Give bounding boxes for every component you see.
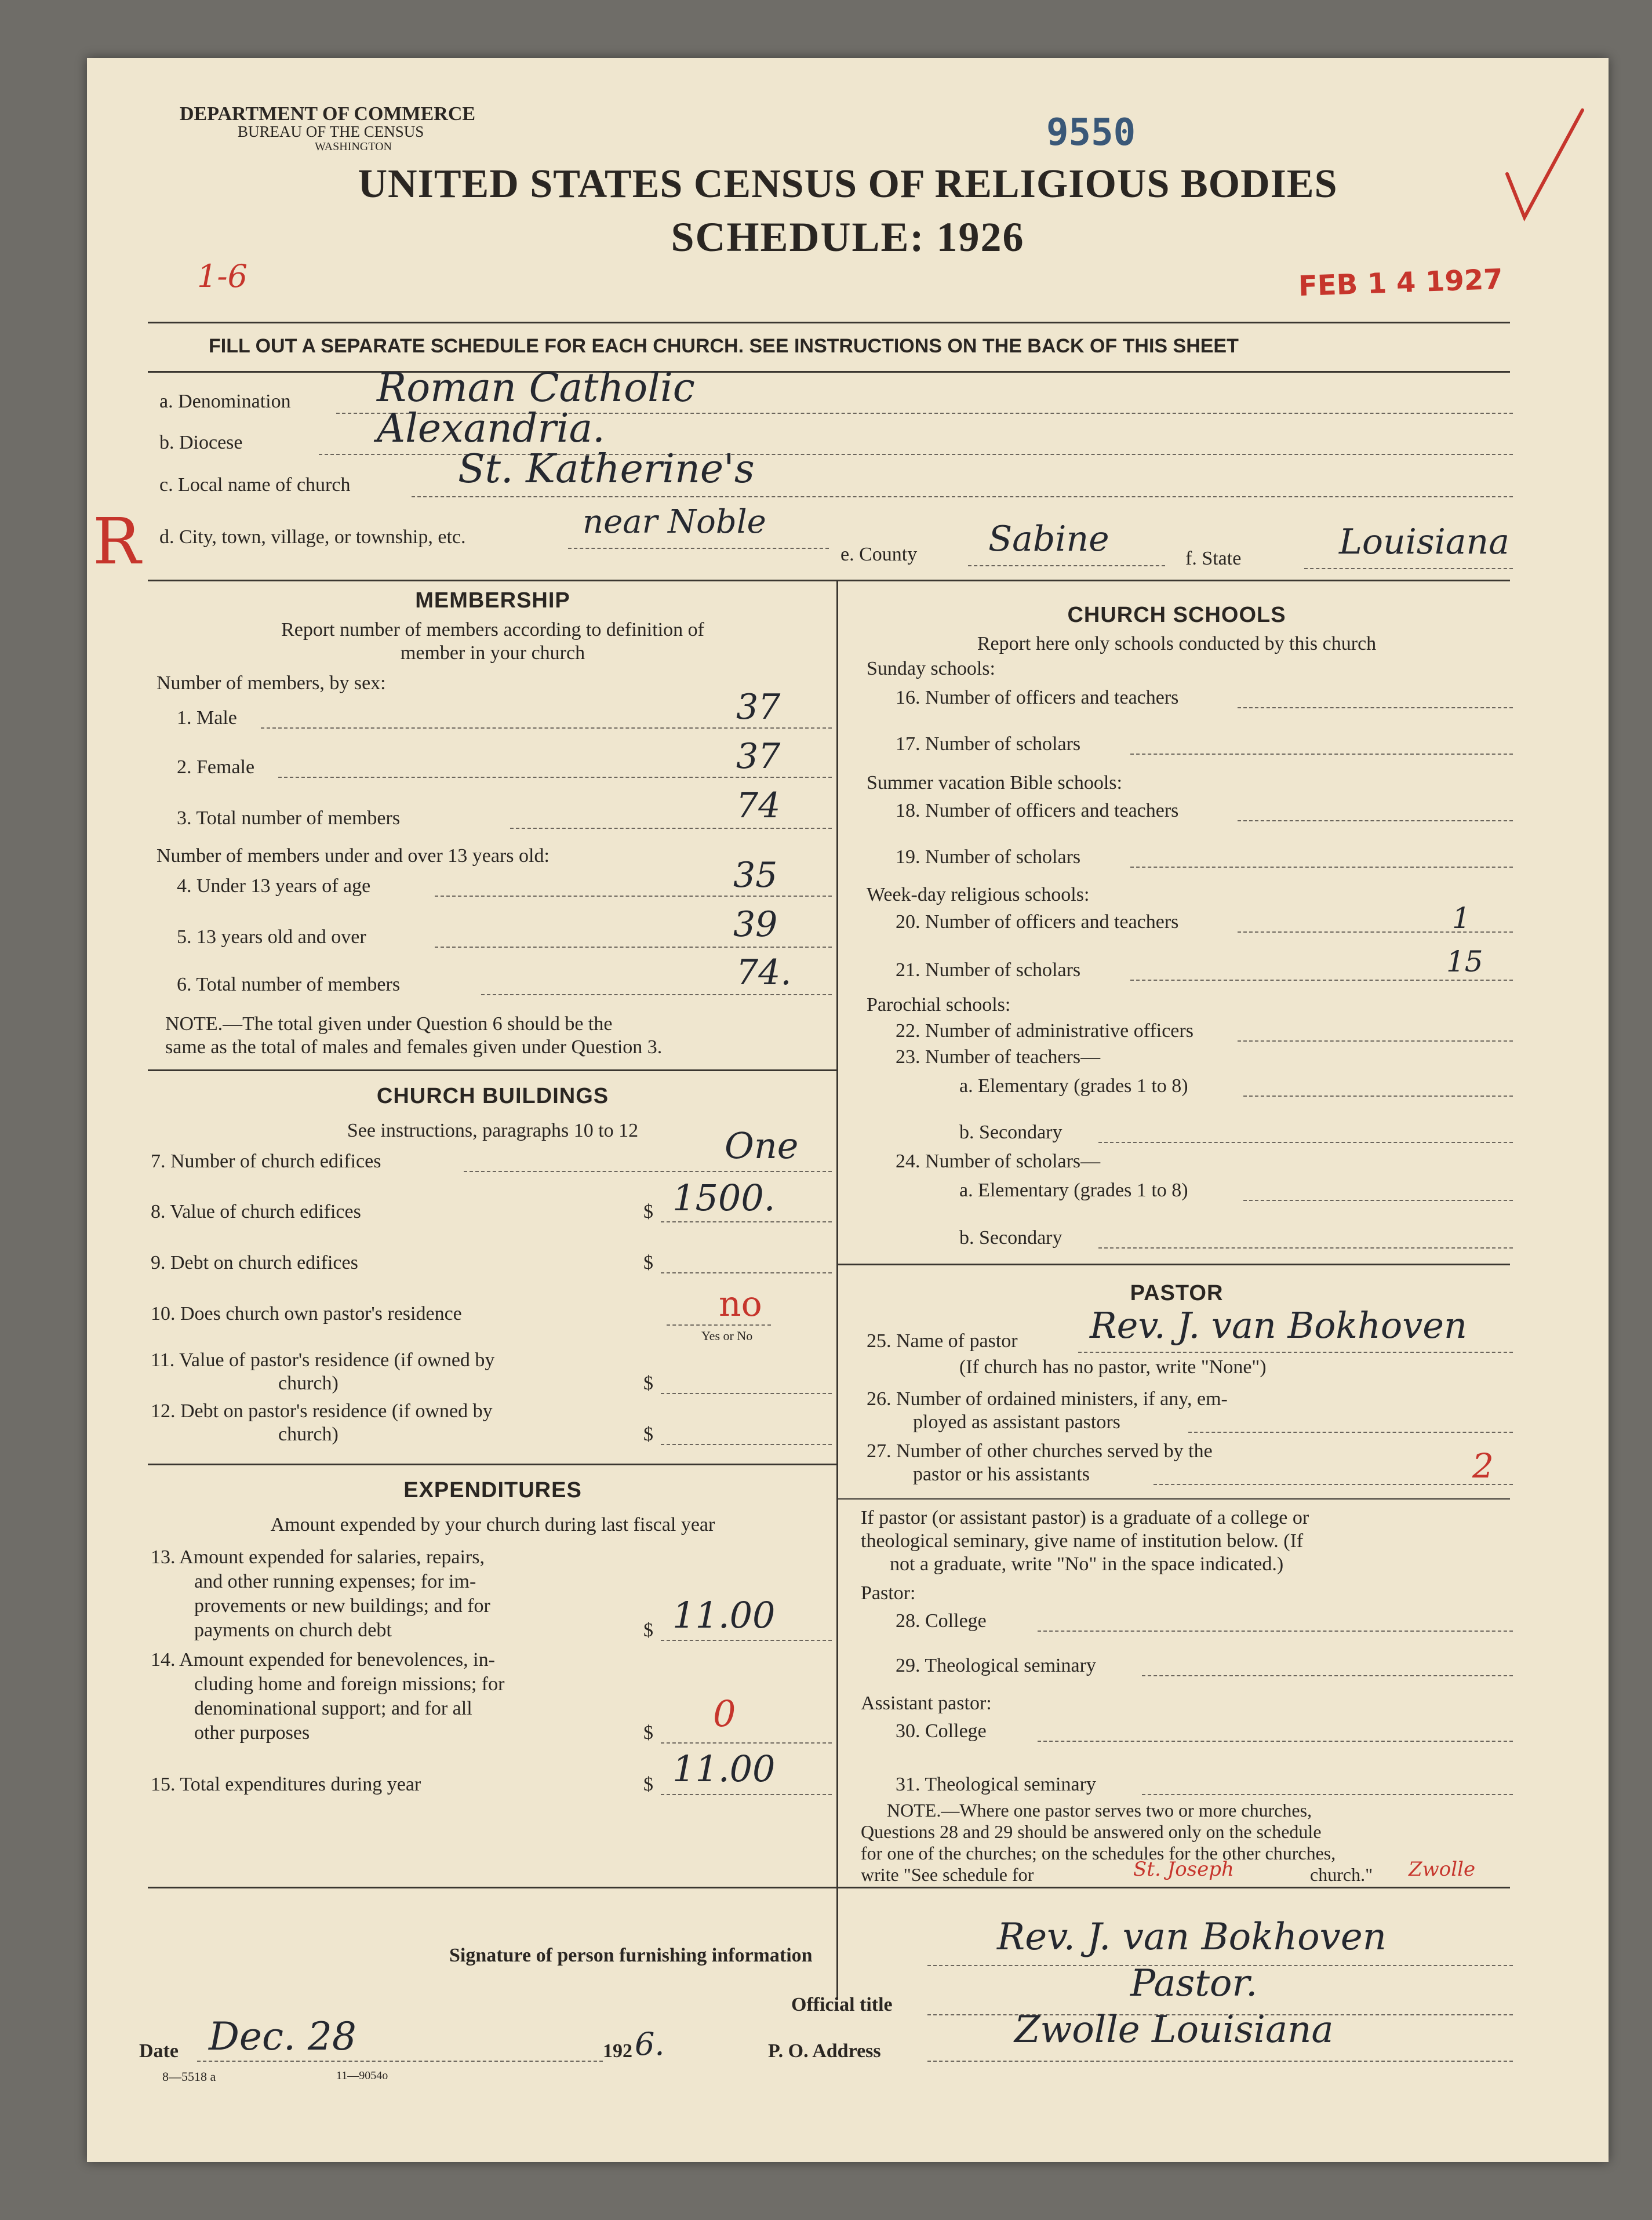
male-label: 1. Male bbox=[177, 707, 237, 729]
graduate-note-1: If pastor (or assistant pastor) is a graduate of a college or bbox=[861, 1507, 1309, 1528]
year-value[interactable]: 6. bbox=[635, 2026, 665, 2062]
corner-mark: 1-6 bbox=[197, 258, 248, 294]
total-members-value[interactable]: 74 bbox=[736, 785, 781, 826]
weekday-officers-value[interactable]: 1 bbox=[1452, 901, 1471, 935]
summer-scholars-line bbox=[1130, 867, 1513, 868]
benevolences-label-4: other purposes bbox=[194, 1722, 310, 1744]
pastor-note-3: for one of the churches; on the schedules for the other churches, bbox=[861, 1843, 1336, 1864]
edifices-line bbox=[464, 1171, 832, 1172]
city-field[interactable]: near Noble bbox=[583, 503, 766, 541]
edifice-value-value[interactable]: 1500. bbox=[672, 1177, 776, 1219]
female-value[interactable]: 37 bbox=[736, 736, 781, 777]
scholars-elementary-label: a. Elementary (grades 1 to 8) bbox=[959, 1180, 1188, 1201]
church-name-label: c. Local name of church bbox=[159, 474, 351, 496]
membership-rule bbox=[148, 1069, 836, 1071]
denomination-label: a. Denomination bbox=[159, 391, 291, 412]
over-13-line bbox=[435, 947, 832, 948]
owns-residence-label: 10. Does church own pastor's residence bbox=[151, 1303, 462, 1324]
running-expenses-line bbox=[661, 1640, 832, 1641]
summer-schools-label: Summer vacation Bible schools: bbox=[867, 772, 1122, 794]
pastor-college-label: 28. College bbox=[896, 1610, 987, 1632]
pastor-name-label: 25. Name of pastor bbox=[867, 1330, 1018, 1352]
residence-debt-label-2: church) bbox=[278, 1424, 339, 1445]
schools-intro: Report here only schools conducted by this church bbox=[977, 633, 1377, 654]
print-number: 11—9054o bbox=[336, 2069, 388, 2082]
total-expenditures-value[interactable]: 11.00 bbox=[672, 1748, 776, 1790]
checkmark-icon bbox=[1501, 99, 1588, 232]
owns-residence-value[interactable]: no bbox=[719, 1284, 762, 1324]
running-expenses-label-3: provements or new buildings; and for bbox=[194, 1595, 490, 1617]
total-expenditures-label: 15. Total expenditures during year bbox=[151, 1774, 421, 1795]
pastor-note-4: write "See schedule for bbox=[861, 1864, 1034, 1885]
total-members-label: 3. Total number of members bbox=[177, 807, 401, 829]
edifice-value-label: 8. Value of church edifices bbox=[151, 1201, 361, 1222]
instruction-bar: FILL OUT A SEPARATE SCHEDULE FOR EACH CHURCH. SEE INSTRUCTIONS ON THE BACK OF THIS SHEET bbox=[209, 335, 1239, 357]
po-address-line bbox=[927, 2061, 1513, 2062]
assistant-college-line bbox=[1038, 1741, 1513, 1742]
pastor-seminary-line bbox=[1142, 1675, 1513, 1676]
membership-heading: MEMBERSHIP bbox=[415, 588, 570, 613]
dollar-sign-8: $ bbox=[643, 1201, 653, 1222]
date-value[interactable]: Dec. 28 bbox=[209, 2014, 356, 2059]
pastor-college-line bbox=[1038, 1631, 1513, 1632]
form-number: 8—5518 a bbox=[162, 2069, 216, 2084]
dollar-sign-11: $ bbox=[643, 1373, 653, 1394]
instruction-rule bbox=[148, 371, 1510, 373]
city-label: d. City, town, village, or township, etc. bbox=[159, 526, 466, 548]
assistant-ministers-label-1: 26. Number of ordained ministers, if any, em- bbox=[867, 1388, 1228, 1410]
dollar-sign-15: $ bbox=[643, 1774, 653, 1795]
residence-debt-line bbox=[661, 1444, 832, 1445]
county-line bbox=[968, 565, 1165, 566]
assistant-seminary-label: 31. Theological seminary bbox=[896, 1774, 1096, 1795]
other-churches-label-1: 27. Number of other churches served by the bbox=[867, 1440, 1213, 1462]
received-date-stamp: FEB 1 4 1927 bbox=[1298, 263, 1504, 303]
weekday-scholars-line bbox=[1130, 980, 1513, 981]
benevolences-label-1: 14. Amount expended for benevolences, in- bbox=[151, 1649, 495, 1671]
summer-officers-label: 18. Number of officers and teachers bbox=[896, 800, 1179, 821]
sunday-scholars-line bbox=[1130, 754, 1513, 755]
other-churches-line bbox=[1154, 1484, 1513, 1485]
expenditures-heading: EXPENDITURES bbox=[403, 1478, 582, 1502]
church-name-line bbox=[412, 496, 1513, 497]
denomination-field[interactable]: Roman Catholic bbox=[377, 365, 695, 411]
total-members-2-line bbox=[481, 994, 832, 995]
admin-officers-label: 22. Number of administrative officers bbox=[896, 1020, 1193, 1042]
female-line bbox=[278, 777, 832, 778]
teachers-secondary-label: b. Secondary bbox=[959, 1122, 1062, 1143]
over-13-value[interactable]: 39 bbox=[733, 904, 778, 945]
scholars-label: 24. Number of scholars— bbox=[896, 1151, 1101, 1172]
membership-note-2: same as the total of males and females given under Question 3. bbox=[165, 1036, 663, 1058]
other-churches-label-2: pastor or his assistants bbox=[913, 1464, 1090, 1485]
dollar-sign-9: $ bbox=[643, 1252, 653, 1273]
signature-label: Signature of person furnishing information bbox=[449, 1945, 813, 1966]
top-rule bbox=[148, 322, 1510, 323]
edifice-value-line bbox=[661, 1221, 832, 1222]
state-line bbox=[1304, 568, 1513, 569]
scholars-secondary-line bbox=[1098, 1247, 1513, 1249]
pastor-subheading: Pastor: bbox=[861, 1582, 916, 1604]
residence-value-label-2: church) bbox=[278, 1373, 339, 1394]
county-field[interactable]: Sabine bbox=[988, 519, 1109, 559]
dollar-sign-12: $ bbox=[643, 1424, 653, 1445]
edifice-debt-line bbox=[661, 1272, 832, 1273]
teachers-secondary-line bbox=[1098, 1142, 1513, 1143]
bureau-line: BUREAU OF THE CENSUS bbox=[238, 123, 424, 140]
sunday-officers-label: 16. Number of officers and teachers bbox=[896, 687, 1179, 708]
po-address-value[interactable]: Zwolle Louisiana bbox=[1014, 2008, 1334, 2051]
summer-officers-line bbox=[1238, 820, 1513, 821]
under-13-line bbox=[435, 896, 832, 897]
identity-rule bbox=[148, 580, 1510, 581]
assistant-subheading: Assistant pastor: bbox=[861, 1693, 992, 1714]
schools-heading: CHURCH SCHOOLS bbox=[1067, 603, 1286, 627]
total-expenditures-line bbox=[661, 1794, 832, 1795]
over-13-label: 5. 13 years old and over bbox=[177, 926, 366, 948]
pastor-rule bbox=[836, 1498, 1510, 1500]
admin-officers-line bbox=[1238, 1040, 1513, 1042]
benevolences-value[interactable]: 0 bbox=[713, 1693, 736, 1735]
official-title-label: Official title bbox=[791, 1994, 893, 2015]
assistant-college-label: 30. College bbox=[896, 1720, 987, 1742]
yes-no-hint: Yes or No bbox=[701, 1329, 753, 1343]
assistant-seminary-line bbox=[1142, 1794, 1513, 1795]
male-line bbox=[261, 727, 832, 729]
pastor-name-line bbox=[1078, 1352, 1513, 1353]
under-13-label: 4. Under 13 years of age bbox=[177, 875, 371, 897]
total-members-2-label: 6. Total number of members bbox=[177, 974, 401, 995]
female-label: 2. Female bbox=[177, 756, 255, 778]
running-expenses-label-2: and other running expenses; for im- bbox=[194, 1571, 476, 1592]
weekday-scholars-value[interactable]: 15 bbox=[1446, 945, 1483, 978]
membership-intro-1: Report number of members according to definition of bbox=[281, 619, 704, 640]
graduate-note-3: not a graduate, write "No" in the space indicated.) bbox=[890, 1553, 1284, 1575]
teachers-elementary-label: a. Elementary (grades 1 to 8) bbox=[959, 1075, 1188, 1097]
weekday-schools-label: Week-day religious schools: bbox=[867, 884, 1090, 905]
by-age-label: Number of members under and over 13 years old: bbox=[157, 845, 550, 867]
expenditures-intro: Amount expended by your church during last fiscal year bbox=[270, 1514, 715, 1535]
weekday-scholars-label: 21. Number of scholars bbox=[896, 959, 1081, 981]
scholars-secondary-label: b. Secondary bbox=[959, 1227, 1062, 1249]
bottom-rule bbox=[148, 1887, 1510, 1888]
pastor-name-value[interactable]: Rev. J. van Bokhoven bbox=[1090, 1304, 1467, 1346]
weekday-officers-line bbox=[1238, 931, 1513, 933]
form-title: UNITED STATES CENSUS OF RELIGIOUS BODIES bbox=[358, 162, 1338, 206]
no-pastor-hint: (If church has no pastor, write "None") bbox=[959, 1356, 1267, 1378]
edifices-label: 7. Number of church edifices bbox=[151, 1151, 381, 1172]
schools-rule bbox=[836, 1264, 1510, 1265]
washington-line: WASHINGTON bbox=[315, 140, 392, 153]
pastor-note-4-end: church." bbox=[1310, 1864, 1373, 1885]
graduate-note-2: theological seminary, give name of institution below. (If bbox=[861, 1530, 1304, 1552]
center-divider bbox=[836, 580, 838, 2000]
assistant-ministers-label-2: ployed as assistant pastors bbox=[913, 1411, 1120, 1433]
running-expenses-label-4: payments on church debt bbox=[194, 1619, 392, 1641]
teachers-label: 23. Number of teachers— bbox=[896, 1046, 1101, 1068]
pastor-note-1: NOTE.—Where one pastor serves two or more churches, bbox=[887, 1800, 1312, 1821]
pastor-seminary-label: 29. Theological seminary bbox=[896, 1655, 1096, 1676]
see-schedule-value[interactable]: St. Joseph bbox=[1133, 1858, 1234, 1881]
signature-value[interactable]: Rev. J. van Bokhoven bbox=[997, 1916, 1387, 1959]
form-subtitle: SCHEDULE: 1926 bbox=[671, 214, 1025, 260]
pastor-heading: PASTOR bbox=[1130, 1281, 1224, 1305]
total-members-line bbox=[510, 828, 832, 829]
benevolences-line bbox=[661, 1742, 832, 1744]
buildings-intro: See instructions, paragraphs 10 to 12 bbox=[347, 1120, 639, 1141]
other-churches-value[interactable]: 2 bbox=[1472, 1446, 1494, 1486]
diocese-label: b. Diocese bbox=[159, 432, 243, 453]
running-expenses-label-1: 13. Amount expended for salaries, repairs, bbox=[151, 1546, 485, 1568]
department-line: DEPARTMENT OF COMMERCE bbox=[180, 103, 476, 125]
edifice-debt-label: 9. Debt on church edifices bbox=[151, 1252, 358, 1273]
weekday-officers-label: 20. Number of officers and teachers bbox=[896, 911, 1179, 933]
dollar-sign-14: $ bbox=[643, 1722, 653, 1744]
sunday-officers-line bbox=[1238, 707, 1513, 708]
year-prefix: 192 bbox=[603, 2040, 632, 2062]
scholars-elementary-line bbox=[1243, 1200, 1513, 1201]
sunday-scholars-label: 17. Number of scholars bbox=[896, 733, 1081, 755]
church-name-field[interactable]: St. Katherine's bbox=[458, 446, 755, 492]
buildings-rule bbox=[148, 1464, 836, 1465]
pastor-note-2: Questions 28 and 29 should be answered only on the schedule bbox=[861, 1821, 1322, 1842]
male-value[interactable]: 37 bbox=[736, 687, 781, 727]
owns-residence-line bbox=[667, 1324, 771, 1326]
state-label: f. State bbox=[1185, 548, 1242, 569]
teachers-elementary-line bbox=[1243, 1096, 1513, 1097]
see-schedule-town: Zwolle bbox=[1409, 1858, 1476, 1881]
date-line bbox=[197, 2061, 603, 2062]
date-label: Date bbox=[139, 2040, 179, 2062]
running-expenses-value[interactable]: 11.00 bbox=[672, 1594, 776, 1636]
benevolences-label-3: denominational support; and for all bbox=[194, 1698, 472, 1719]
stamp-number: 9550 bbox=[1046, 111, 1136, 154]
residence-value-label: 11. Value of pastor's residence (if owned by bbox=[151, 1349, 495, 1371]
dollar-sign-13: $ bbox=[643, 1619, 653, 1641]
edifices-value[interactable]: One bbox=[725, 1124, 799, 1167]
membership-intro-2: member in your church bbox=[400, 642, 585, 664]
residence-value-line bbox=[661, 1393, 832, 1394]
summer-scholars-label: 19. Number of scholars bbox=[896, 846, 1081, 868]
benevolences-label-2: cluding home and foreign missions; for bbox=[194, 1673, 505, 1695]
parochial-schools-label: Parochial schools: bbox=[867, 994, 1011, 1016]
diocese-field[interactable]: Alexandria. bbox=[377, 406, 605, 452]
census-schedule-form bbox=[87, 58, 1609, 2162]
total-members-2-value[interactable]: 74. bbox=[736, 952, 792, 993]
county-label: e. County bbox=[840, 544, 918, 565]
assistant-ministers-line bbox=[1188, 1432, 1513, 1433]
margin-r-mark: R bbox=[93, 504, 141, 578]
buildings-heading: CHURCH BUILDINGS bbox=[376, 1084, 609, 1108]
sunday-schools-label: Sunday schools: bbox=[867, 658, 995, 679]
residence-debt-label: 12. Debt on pastor's residence (if owned by bbox=[151, 1400, 493, 1422]
under-13-value[interactable]: 35 bbox=[733, 855, 778, 896]
by-sex-label: Number of members, by sex: bbox=[157, 672, 386, 694]
official-title-value[interactable]: Pastor. bbox=[1130, 1962, 1258, 2005]
state-field[interactable]: Louisiana bbox=[1339, 522, 1509, 562]
city-line bbox=[568, 548, 829, 549]
po-address-label: P. O. Address bbox=[768, 2040, 881, 2062]
membership-note-1: NOTE.—The total given under Question 6 should be the bbox=[165, 1013, 613, 1035]
